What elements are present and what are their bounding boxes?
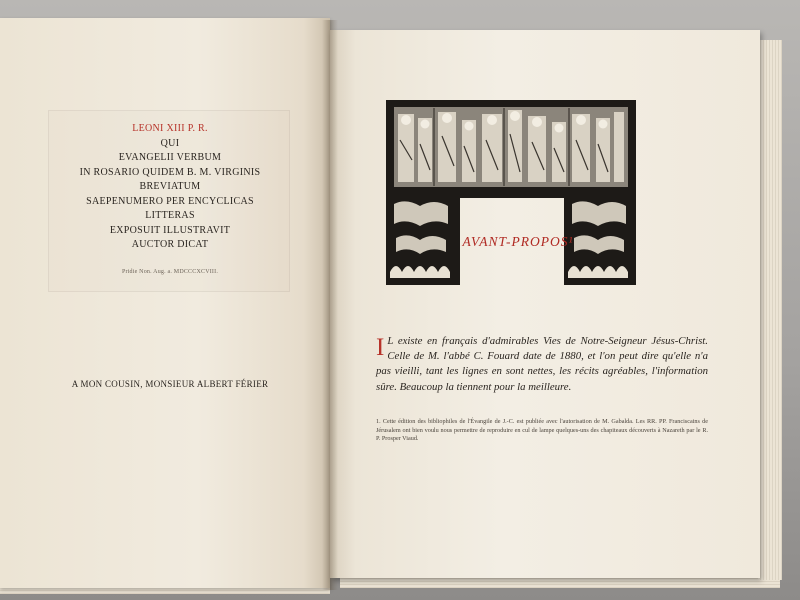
dedication-block (60, 122, 280, 279)
dedication-line: QUI (160, 137, 180, 149)
drop-cap: I (376, 334, 385, 361)
right-page-stack (758, 40, 782, 580)
dedication-line: EXPOSUIT ILLUSTRAVIT (109, 224, 231, 236)
dedication-line: SAEPENUMERO PER ENCYCLICAS LITTERAS (86, 195, 254, 221)
dedication-line: LEONI XIII P. R. (132, 123, 208, 134)
dedication-line: EVANGELII VERBUM (118, 152, 222, 163)
foreword-text: L existe en français d'admirables Vies de Notre-Seigneur Jésus-Christ. Celle de M. l'abbé C. Fouard date de 1880, et l'on peut dire qu'elle n'a pas vieilli, tant les lignes en sont nettes, les récits agréables, l'information sûre. Beaucoup la tiennent pour la meilleure. (376, 335, 708, 393)
dedication-line: AUCTOR DICAT (131, 239, 209, 250)
book-gutter (322, 20, 338, 590)
foreword-paragraph (376, 334, 708, 395)
chapter-title: AVANT-PROPOS¹ (462, 234, 574, 249)
date-note: Pridie Non. Aug. a. MDCCCXCVIII. (121, 268, 219, 275)
footnote: 1. Cette édition des bibliophiles de l'Évangile de J.-C. est publiée avec l'autorisation de M. Gabalda. Les RR. PP. Franciscains de Jérusalem ont bien voulu nous permettre de reproduire en cul de lampe quelques-uns des chapiteaux découverts à Nazareth par le R. P. Prosper Viaud. (376, 418, 708, 442)
carved-frieze-illustration (386, 100, 636, 285)
left-page (0, 18, 330, 588)
cousin-dedication: A MON COUSIN, MONSIEUR ALBERT FÉRIER (71, 379, 269, 389)
dedication-line: IN ROSARIO QUIDEM B. M. VIRGINIS BREVIATUM (79, 166, 261, 192)
